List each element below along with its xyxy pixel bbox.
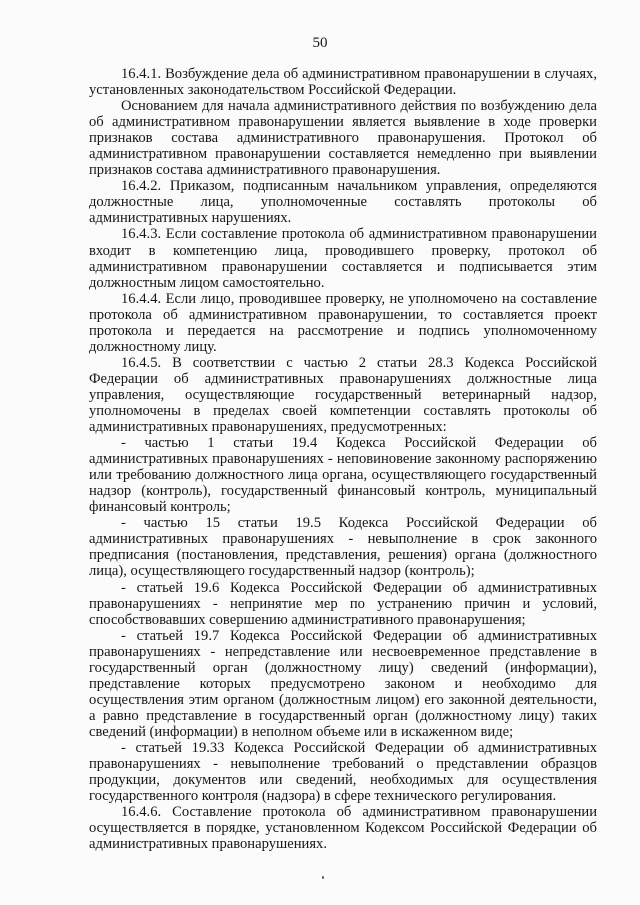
paragraph-16-4-6: 16.4.6. Составление протокола об административном правонарушении осуществляется в порядке, установленном Кодексом Российской Федерации об административных правонарушениях. — [89, 804, 597, 853]
list-item-19-33: - статьей 19.33 Кодекса Российской Федерации об административных правонарушениях - невыполнение требований о представлении образцов продукции, документов или сведений, необходимых для осуществления государственного контроля (надзора) в сфере технического регулирования. — [89, 739, 597, 805]
list-item-19-6: - статьей 19.6 Кодекса Российской Федерации об административных правонарушениях - непринятие мер по устранению причин и условий, способствовавших совершению административного правонарушения; — [89, 579, 597, 628]
paragraph-16-4-1: 16.4.1. Возбуждение дела об административном правонарушении в случаях, установленных законодательством Российской Федерации. — [89, 66, 597, 99]
page-number: 50 — [312, 35, 328, 51]
paragraph-16-4-5: 16.4.5. В соответствии с частью 2 статьи 28.3 Кодекса Российской Федерации об административных правонарушениях должностные лица управления, осуществляющие государственный ветеринарный надзор, уполномочены в пределах своей компетенции составлять протоколы об административных правонарушениях, предусмотренных: — [89, 354, 597, 436]
list-item-19-7: - статьей 19.7 Кодекса Российской Федерации об административных правонарушениях - непредставление или несвоевременное представление в государственный орган (должностному лицу) сведений (информации), представление которых предусмотрено законом и необходимо для осуществления этим органом (должностным лицом) его законной деятельности, а равно представление в государственный орган (должностному лицу) таких сведений (информации) в неполном объеме или в искаженном виде; — [89, 627, 597, 740]
paragraph-16-4-3: 16.4.3. Если составление протокола об административном правонарушении входит в компетенцию лица, проводившего проверку, протокол об административном правонарушении составляется и подписывается этим должностным лицом самостоятельно. — [89, 226, 597, 291]
scan-speck — [322, 876, 324, 879]
document-body — [89, 66, 597, 852]
list-item-19-5: - частью 15 статьи 19.5 Кодекса Российской Федерации об административных правонарушениях - невыполнение в срок законного предписания (постановления, представления, решения) органа (должностного лица), осуществляющего государственный надзор (контроль); — [89, 515, 597, 580]
paragraph-16-4-2: 16.4.2. Приказом, подписанным начальником управления, определяются должностные лица, уполномоченные составлять протоколы об административных нарушениях. — [89, 178, 597, 227]
paragraph-basis: Основанием для начала административного действия по возбуждению дела об административном правонарушении является выявление в ходе проверки признаков состава административного правонарушения. Протокол об административном правонарушении составляется немедленно при выявлении признаков состава административного правонарушения. — [89, 98, 597, 179]
paragraph-16-4-4: 16.4.4. Если лицо, проводившее проверку, не уполномочено на составление протокола об административном правонарушении, то составляется проект протокола и передается на рассмотрение и подпись уполномоченному должностному лицу. — [89, 290, 597, 355]
list-item-19-4: - частью 1 статьи 19.4 Кодекса Российской Федерации об административных правонарушениях - неповиновение законному распоряжению или требованию должностного лица органа, осуществляющего государственный надзор (контроль), государственный финансовый контроль, муниципальный финансовый контроль; — [89, 435, 597, 516]
